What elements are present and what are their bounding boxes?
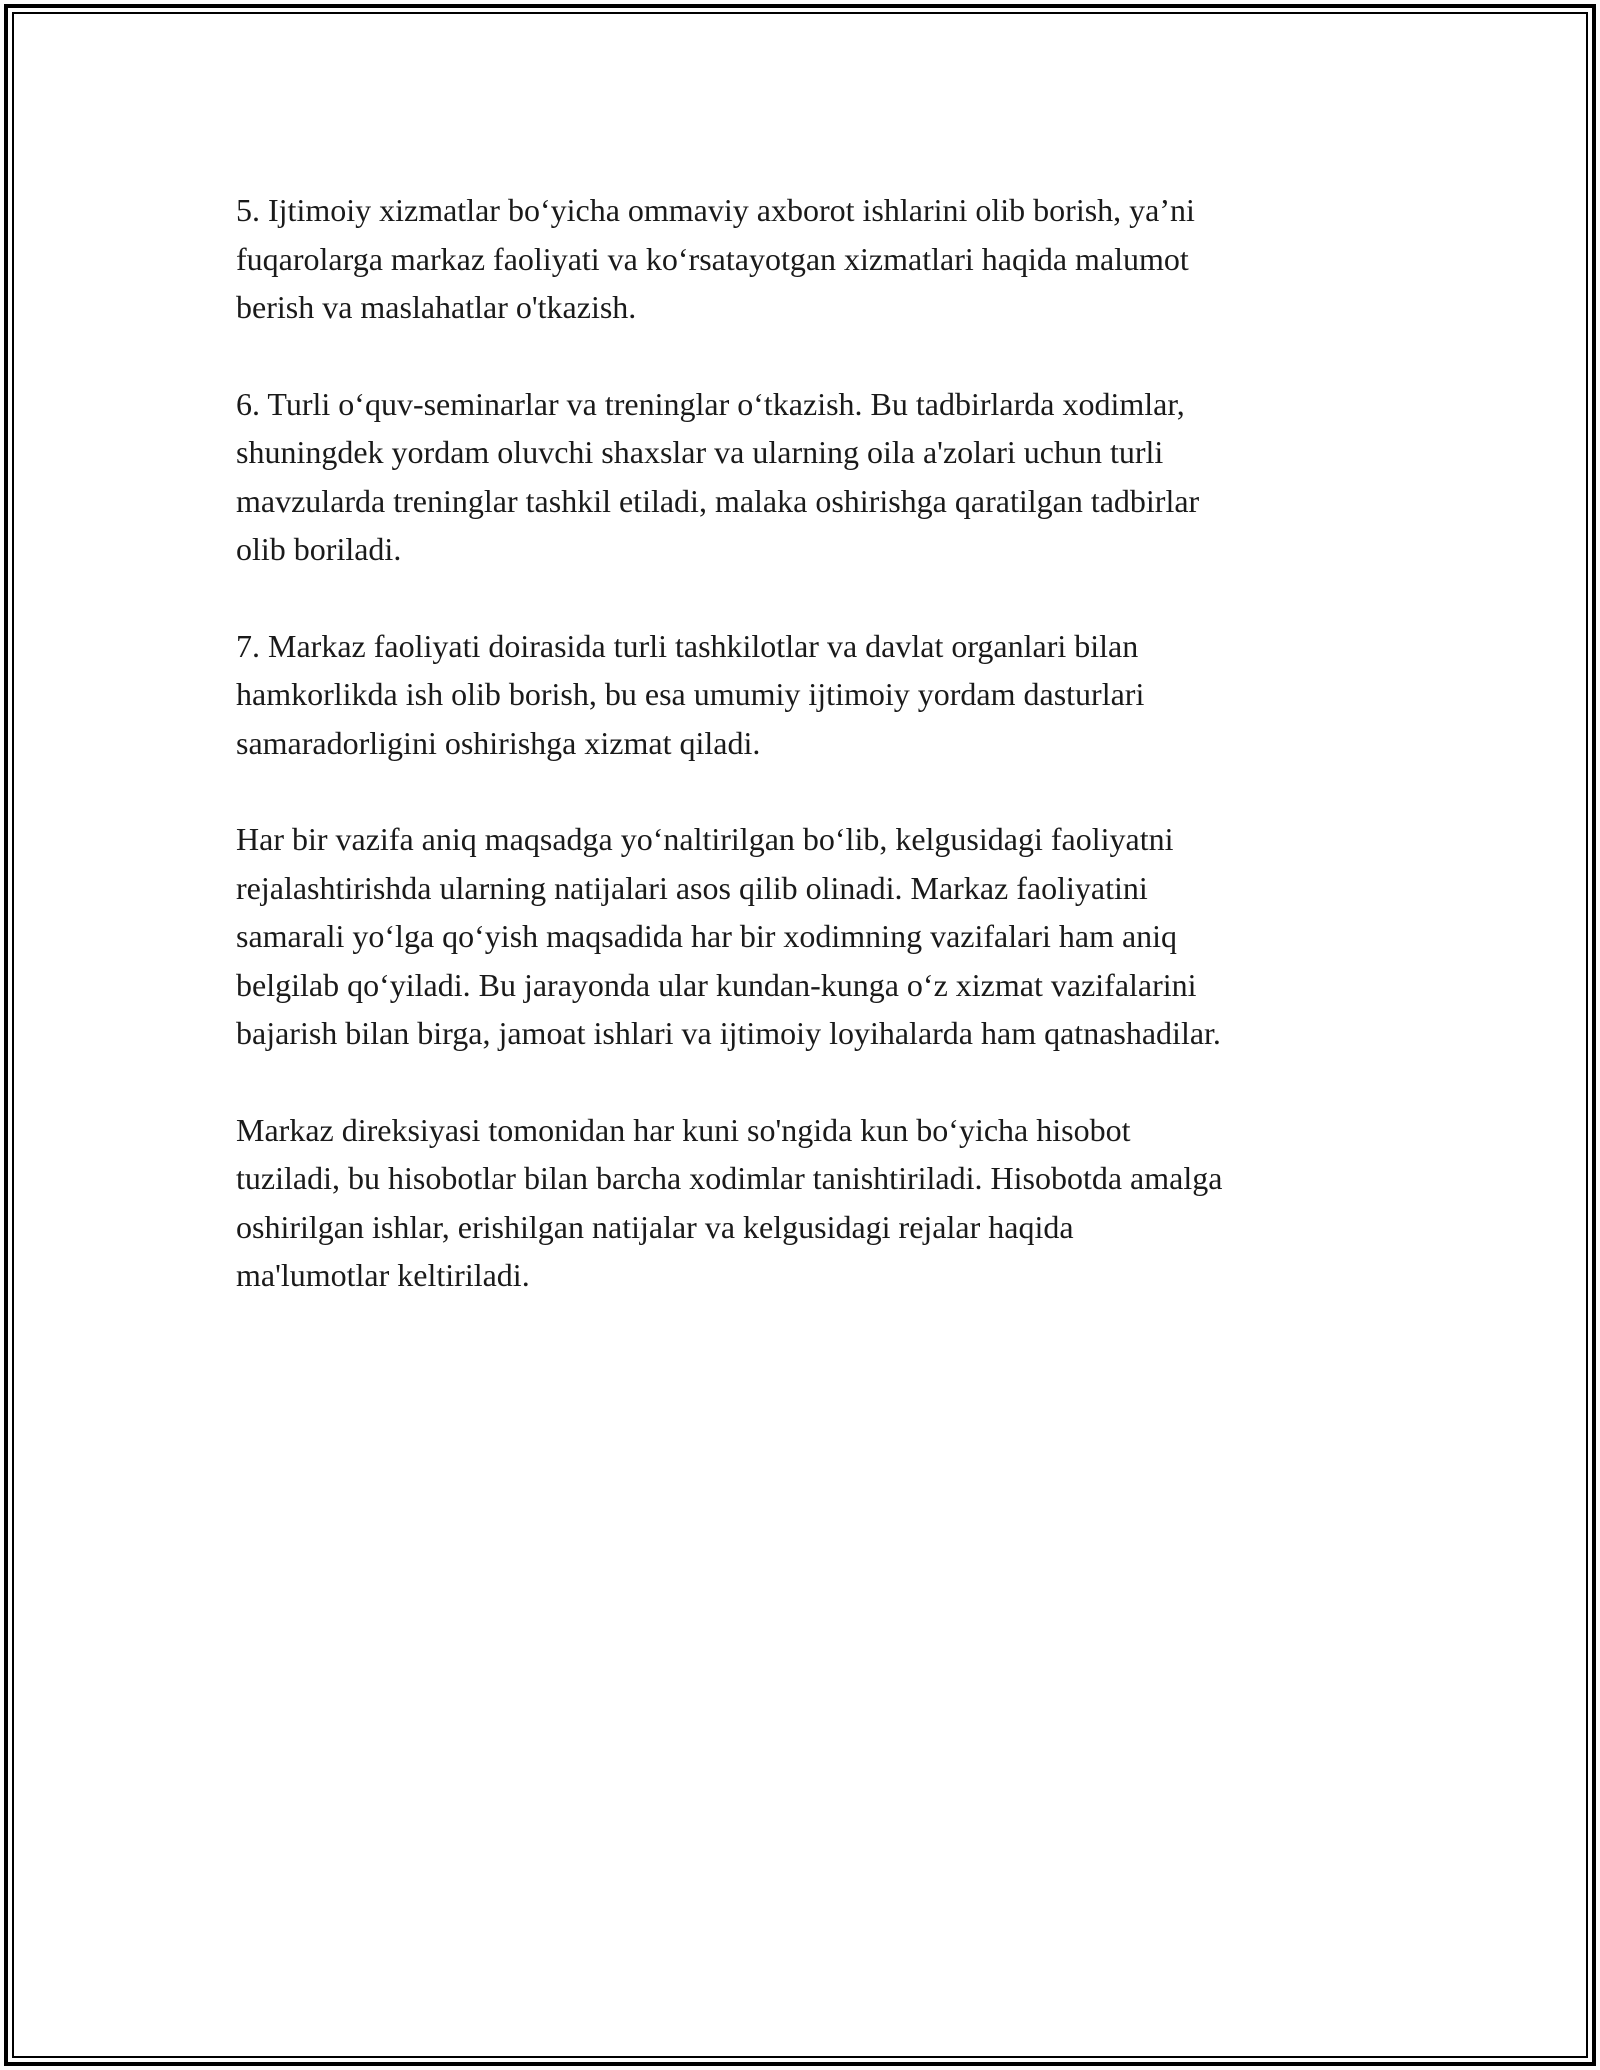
text-line: 7. Markaz faoliyati doirasida turli tashkilotlar va davlat organlari bilan [236, 627, 1139, 664]
text-line: shuningdek yordam oluvchi shaxslar va ularning oila a'zolari uchun turli [236, 434, 1164, 470]
paragraph-item-5 [236, 186, 1376, 332]
text-line: bajarish bilan birga, jamoat ishlari va ijtimoiy loyihalarda ham qatnashadilar. [236, 1015, 1221, 1051]
paragraph-item-7 [236, 622, 1376, 768]
paragraph-daily-report [236, 1106, 1376, 1300]
text-line: belgilab qo‘yiladi. Bu jarayonda ular kundan-kunga o‘z xizmat vazifalarini [236, 966, 1197, 1003]
text-line: mavzularda treninglar tashkil etiladi, malaka oshirishga qaratilgan tadbirlar [236, 482, 1200, 519]
text-line: samarali yo‘lga qo‘yish maqsadida har bir xodimning vazifalari ham aniq [236, 918, 1178, 954]
text-line: tuziladi, bu hisobotlar bilan barcha xodimlar tanishtiriladi. Hisobotda amalga [236, 1160, 1223, 1196]
text-line: olib boriladi. [236, 531, 402, 567]
text-line: oshirilgan ishlar, erishilgan natijalar va kelgusidagi rejalar haqida [236, 1208, 1074, 1245]
text-line: 6. Turli o‘quv-seminarlar va treninglar o‘tkazish. Bu tadbirlarda xodimlar, [236, 385, 1185, 422]
text-line: Har bir vazifa aniq maqsadga yo‘naltirilgan bo‘lib, kelgusidagi faoliyatni [236, 821, 1174, 857]
paragraph-item-6 [236, 380, 1376, 574]
document-body [236, 186, 1376, 1348]
text-line: rejalashtirishda ularning natijalari asos qilib olinadi. Markaz faoliyatini [236, 869, 1148, 906]
text-line: hamkorlikda ish olib borish, bu esa umumiy ijtimoiy yordam dasturlari [236, 676, 1145, 712]
text-line: ma'lumotlar keltiriladi. [236, 1257, 530, 1293]
paragraph-tasks-summary [236, 815, 1376, 1058]
text-line: berish va maslahatlar o'tkazish. [236, 289, 637, 325]
text-line: fuqarolarga markaz faoliyati va ko‘rsatayotgan xizmatlari haqida malumot [236, 240, 1189, 277]
text-line: samaradorligini oshirishga xizmat qiladi. [236, 724, 761, 761]
text-line: 5. Ijtimoiy xizmatlar bo‘yicha ommaviy axborot ishlarini olib borish, ya’ni [236, 192, 1195, 228]
text-line: Markaz direksiyasi tomonidan har kuni so'ngida kun bo‘yicha hisobot [236, 1111, 1131, 1148]
